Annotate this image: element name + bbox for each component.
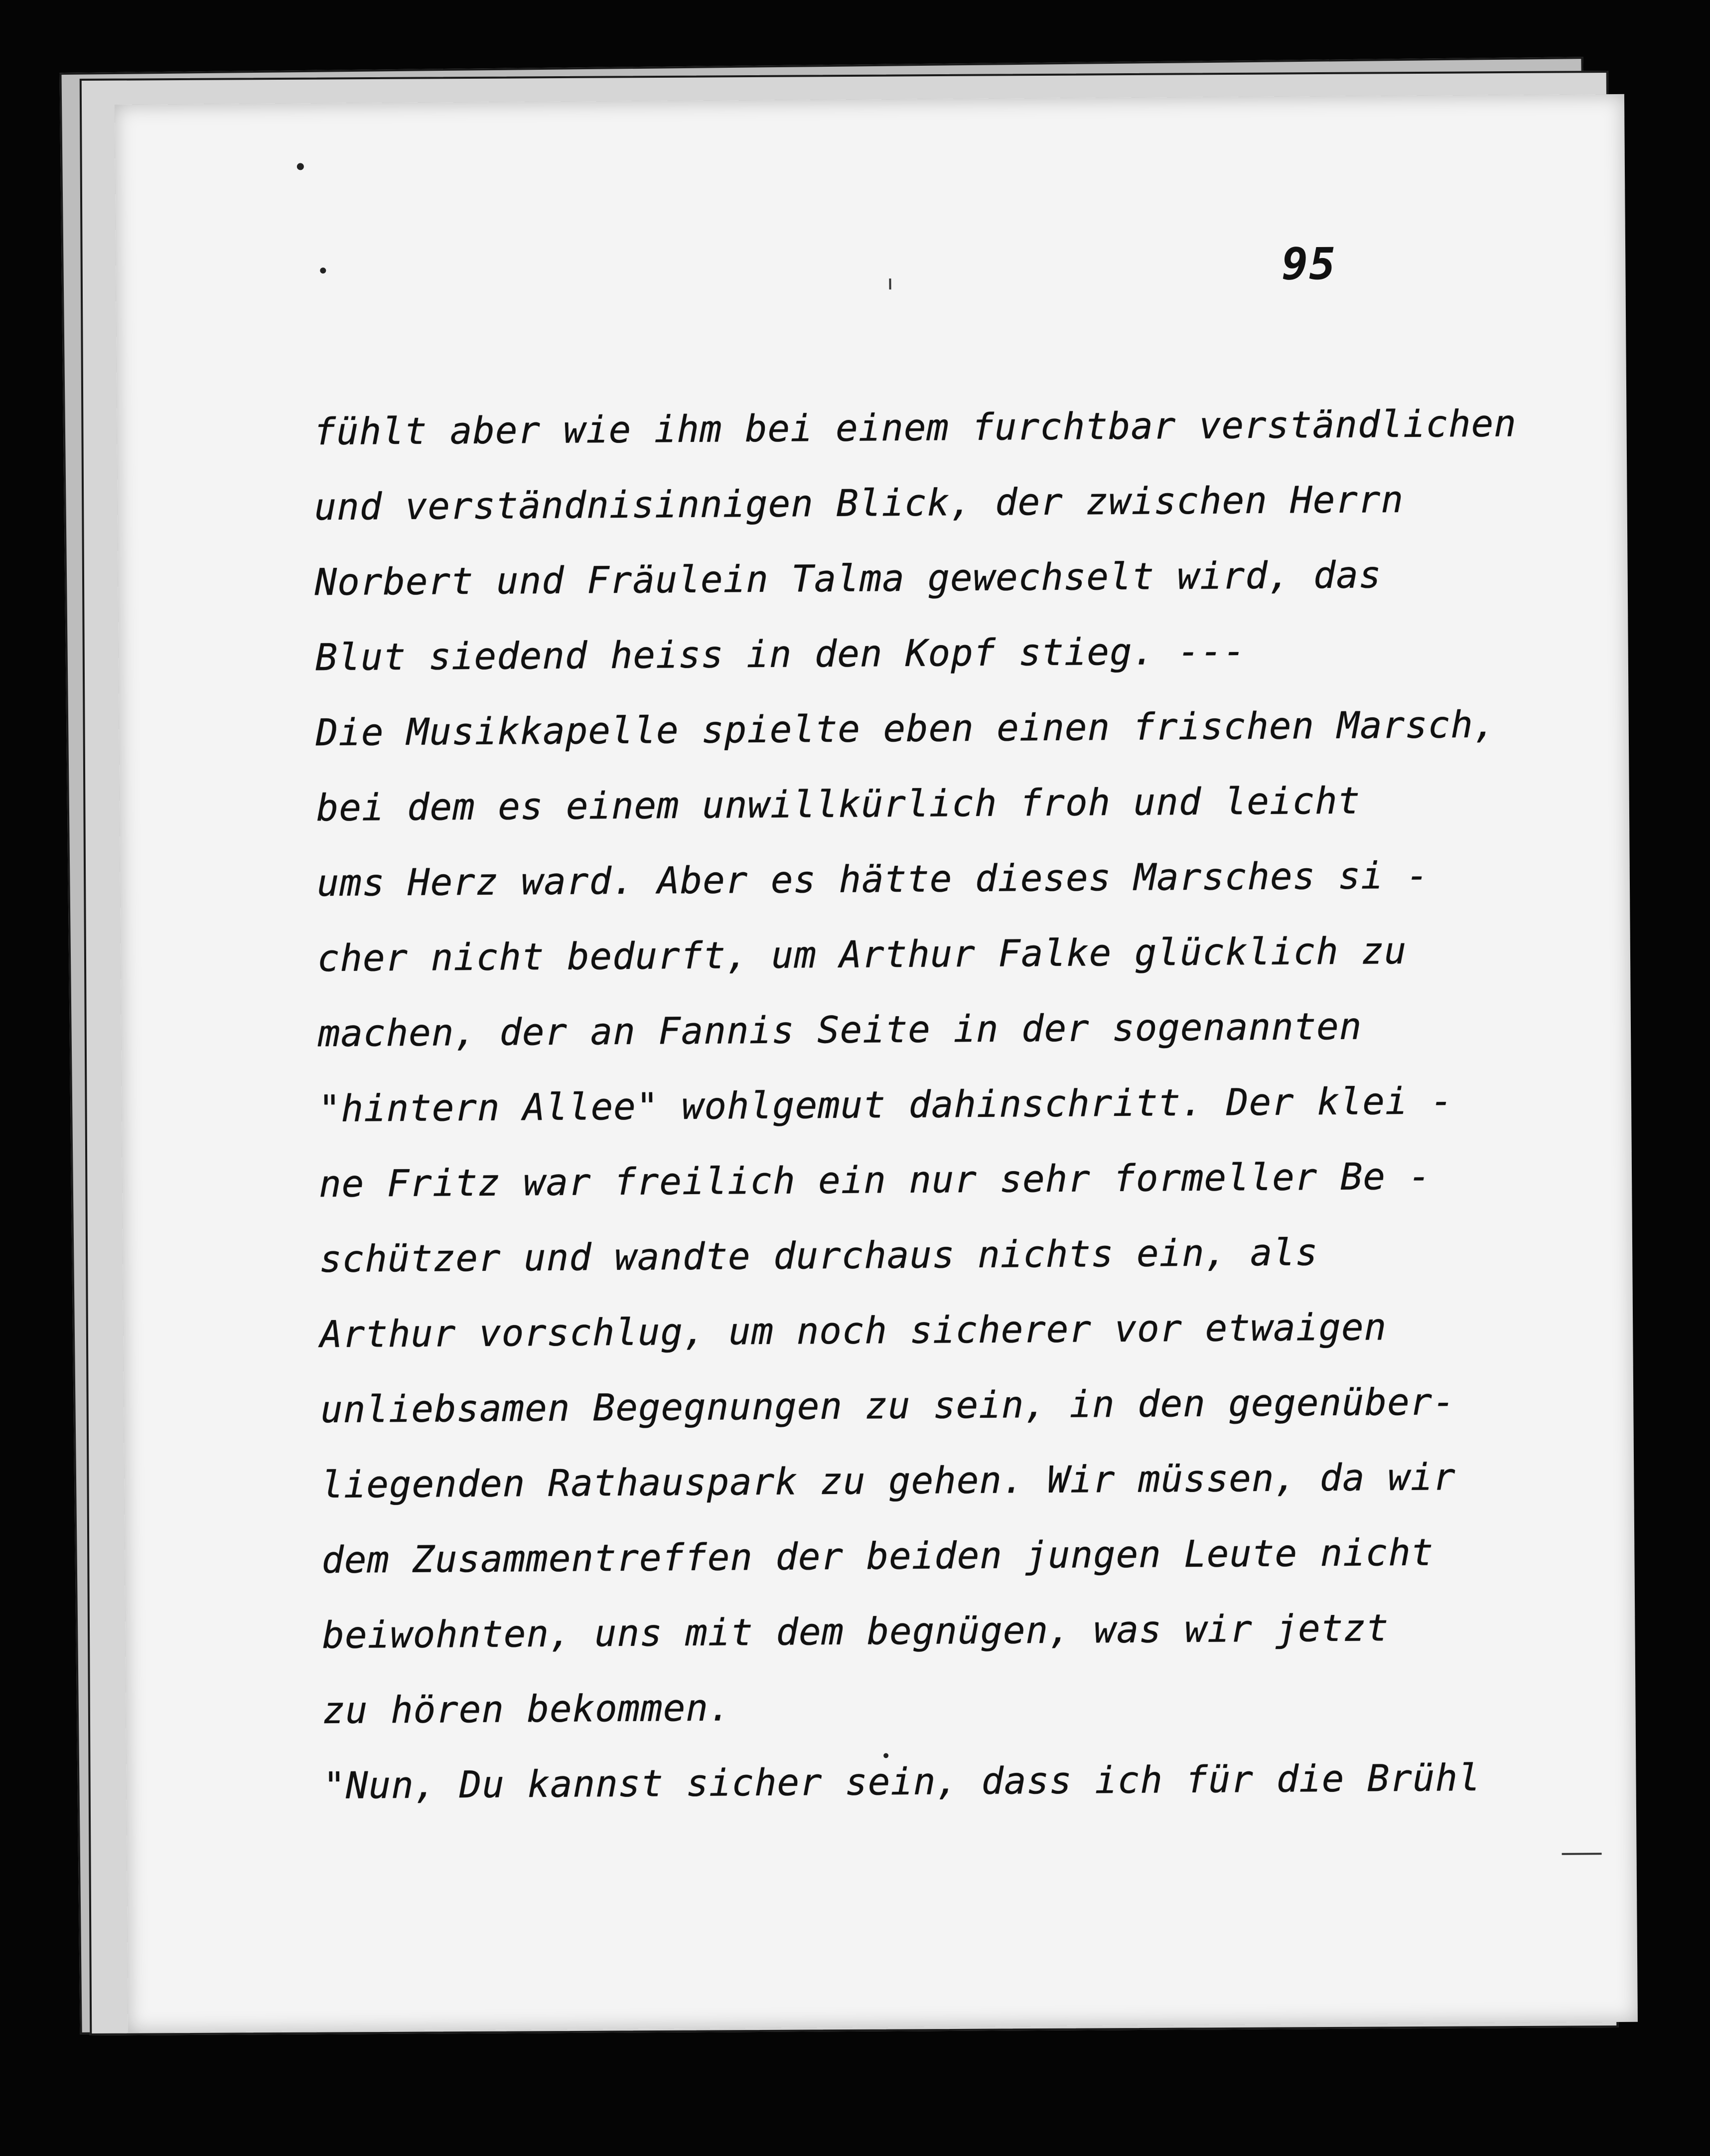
text-line: bei dem es einem unwillkürlich froh und leicht [316,779,1361,830]
text-line: schützer und wandte durchaus nichts ein, als [319,1231,1318,1281]
text-line: fühlt aber wie ihm bei einem furchtbar verständlichen [313,402,1517,454]
text-line: dem Zusammentreffen der beiden jungen Leute nicht [321,1531,1434,1582]
body-text [313,386,1629,1824]
text-line: "Nun, Du kannst sicher sein, dass ich für die Brühl [323,1756,1481,1808]
text-line: ne Fritz war freilich ein nur sehr formeller Be - [318,1155,1431,1206]
page-number: 95 [1281,238,1337,290]
text-line: ums Herz ward. Aber es hätte dieses Marsches si - [316,854,1429,905]
text-line: Arthur vorschlug, um noch sicherer vor etwaigen [319,1306,1387,1356]
document-page [115,94,1638,2032]
text-line: machen, der an Fannis Seite in der sogenannten [317,1005,1362,1056]
text-line: Blut siedend heiss in den Kopf stieg. --- [315,630,1246,679]
text-line: beiwohnten, uns mit dem begnügen, was wir jetzt [322,1607,1389,1657]
paper-speck [320,268,326,273]
text-line: "hintern Allee" wohlgemut dahinschritt. Der klei - [318,1079,1453,1131]
paper-mark [1562,1853,1602,1855]
text-line: liegenden Rathauspark zu gehen. Wir müssen, da wir [321,1456,1456,1507]
text-line: und verständnisinnigen Blick, der zwischen Herrn [314,478,1404,529]
text-line: cher nicht bedurft, um Arthur Falke glücklich zu [317,929,1407,980]
text-line: Die Musikkapelle spielte eben einen frischen Marsch, [315,703,1496,755]
text-line: unliebsamen Begegnungen zu sein, in den gegenüber- [320,1380,1456,1432]
paper-speck [297,163,304,170]
text-line: zu hören bekommen. [322,1686,731,1733]
paper-mark [889,278,891,289]
text-line: Norbert und Fräulein Talma gewechselt wird, das [314,553,1382,604]
